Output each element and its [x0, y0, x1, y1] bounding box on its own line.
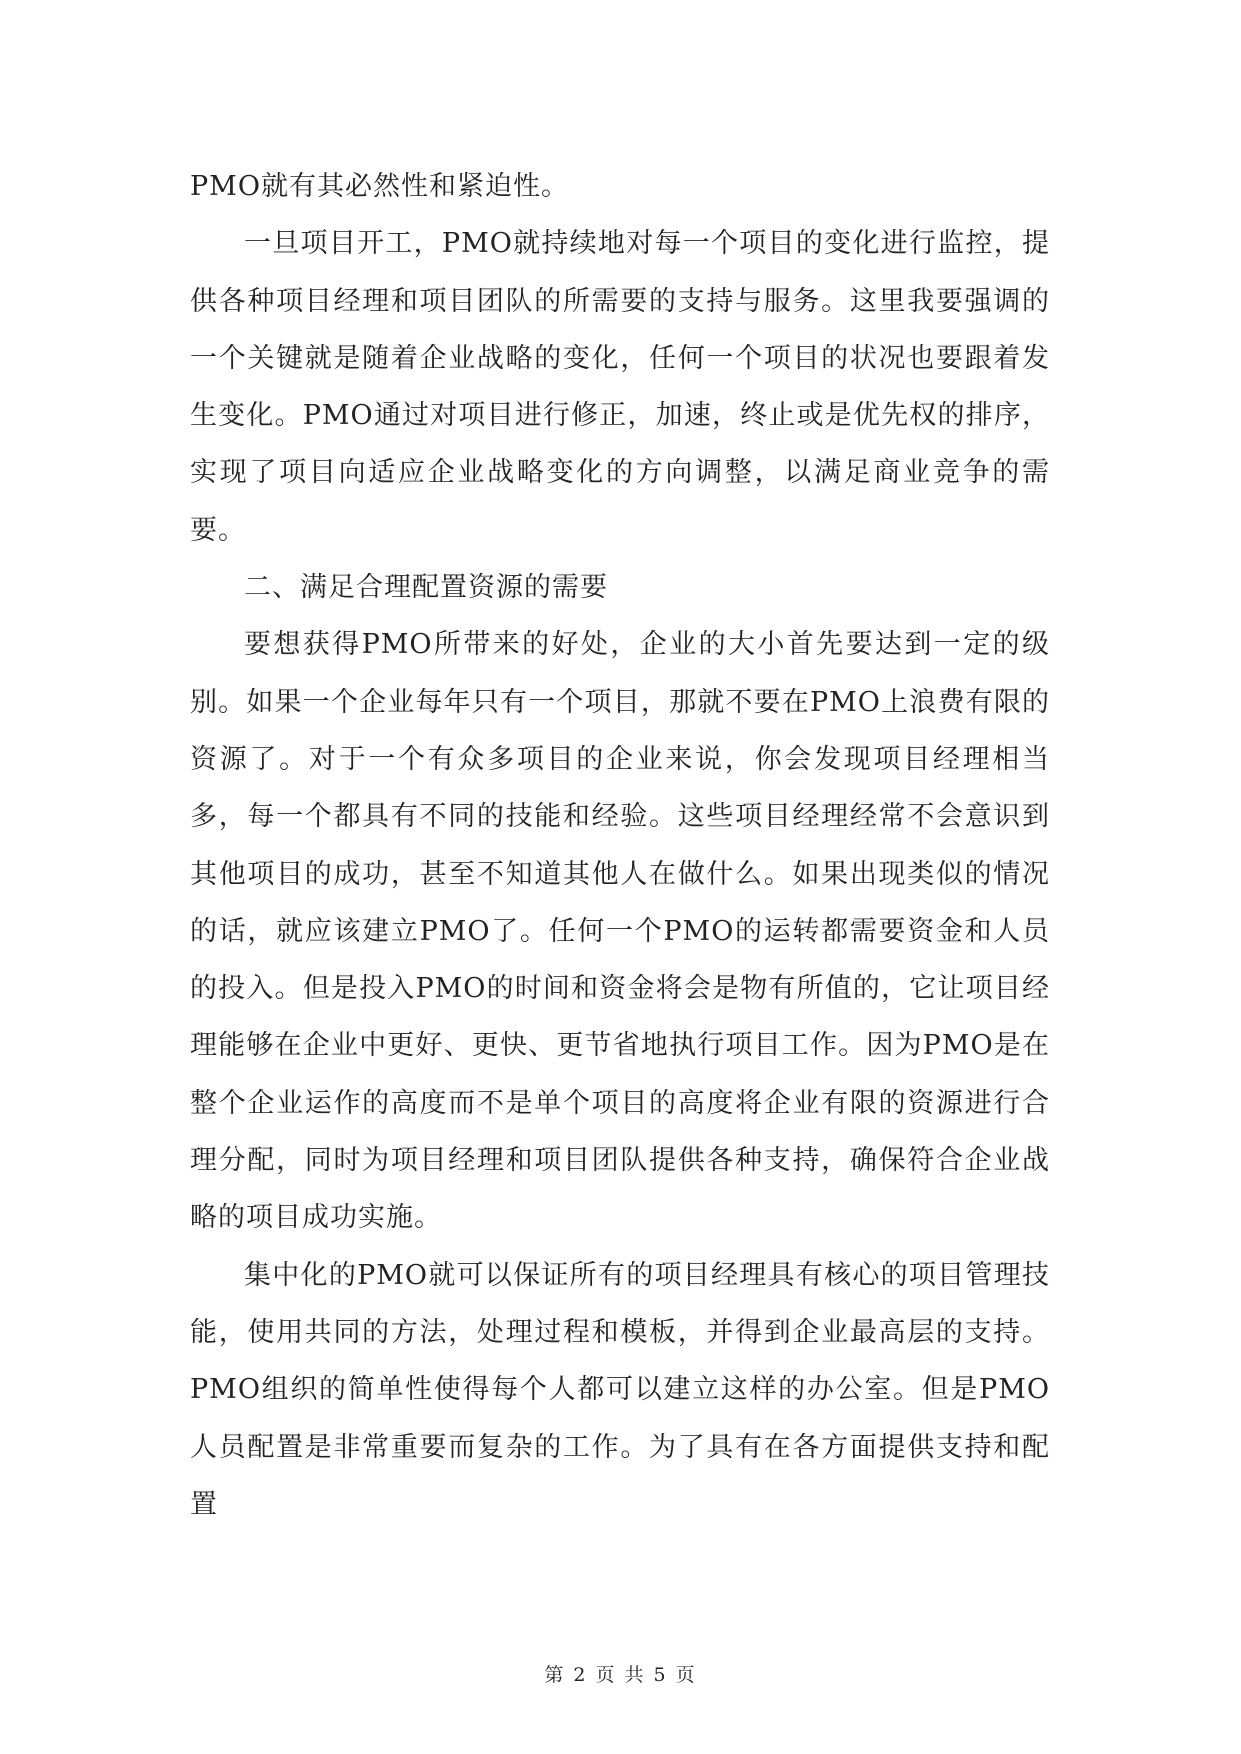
- paragraph-continuation: PMO就有其必然性和紧迫性。: [190, 171, 569, 202]
- paragraph-centralized-pmo: 集中化的PMO就可以保证所有的项目经理具有核心的项目管理技能，使用共同的方法，处理过程和模板，并得到企业最高层的支持。PMO组织的简单性使得每个人都可以建立这样的办公室。但是PMO人员配置是非常重要而复杂的工作。为了具有在各方面提供支持和配置: [190, 1259, 1050, 1520]
- section-heading: 二、满足合理配置资源的需要: [244, 572, 608, 604]
- paragraph-pmo-monitoring: 一旦项目开工，PMO就持续地对每一个项目的变化进行监控，提供各种项目经理和项目团队的所需要的支持与服务。这里我要强调的一个关键就是随着企业战略的变化，任何一个项目的状况也要跟着发生变化。PMO通过对项目进行修正，加速，终止或是优先权的排序，实现了项目向适应企业战略变化的方向调整，以满足商业竞争的需要。: [190, 228, 1050, 546]
- page-footer: 第 2 页 共 5 页: [544, 1664, 697, 1686]
- document-body: [190, 158, 1050, 1533]
- paragraph-resource-allocation: 要想获得PMO所带来的好处，企业的大小首先要达到一定的级别。如果一个企业每年只有一个项目，那就不要在PMO上浪费有限的资源了。对于一个有众多项目的企业来说，你会发现项目经理相当多，每一个都具有不同的技能和经验。这些项目经理经常不会意识到其他项目的成功，甚至不知道其他人在做什么。如果出现类似的情况的话，就应该建立PMO了。任何一个PMO的运转都需要资金和人员的投入。但是投入PMO的时间和资金将会是物有所值的，它让项目经理能够在企业中更好、更快、更节省地执行项目工作。因为PMO是在整个企业运作的高度而不是单个项目的高度将企业有限的资源进行合理分配，同时为项目经理和项目团队提供各种支持，确保符合企业战略的项目成功实施。: [190, 629, 1050, 1234]
